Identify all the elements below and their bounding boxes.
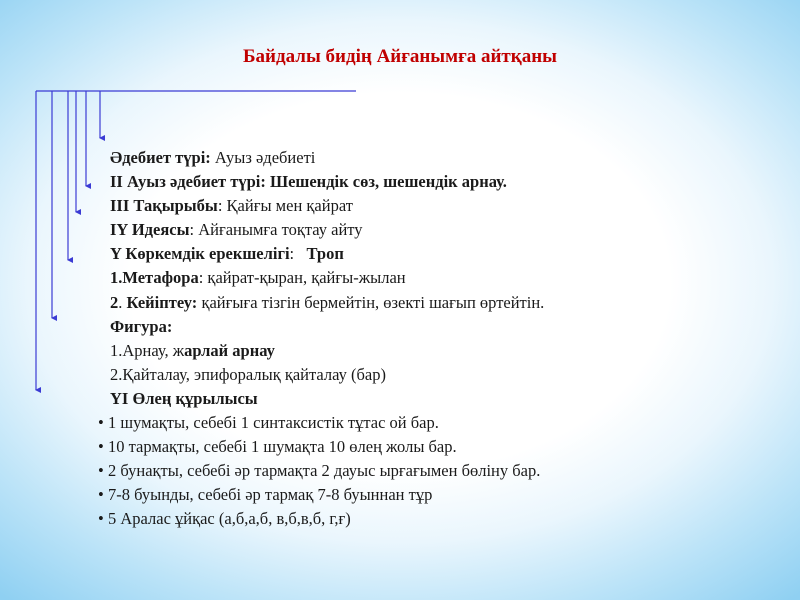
text-line-personification: 2. Кейіптеу: қайғыға тізгін бермейтін, өзекті шағып өртейтін. [110, 292, 545, 312]
text-line-genre: Әдебиет түрі: Ауыз әдебиеті [110, 148, 316, 167]
bullet-item: • 2 бунақты, себебі әр тармақта 2 дауыс ырғағымен бөліну бар. [98, 459, 778, 483]
text-line-idea: ІY Идеясы: Айғанымға тоқтау айту [110, 220, 363, 240]
bullet-item: • 5 Аралас ұйқас (а,б,а,б, в,б,в,б, г,ғ) [98, 507, 778, 531]
text-line-subgenre: ІІ Ауыз әдебиет түрі: Шешендік сөз, шешендік арнау. [110, 172, 507, 192]
bullet-item: • 1 шумақты, себебі 1 синтаксистік тұтас ой бар. [98, 411, 778, 435]
bullet-item: • 7-8 буынды, себебі әр тармақ 7-8 буыннан тұр [98, 483, 778, 507]
bullet-list [98, 411, 778, 531]
text-line-metaphor: 1.Метафора: қайрат-қыран, қайғы-жылан [110, 268, 406, 288]
text-line-artistic-features: Y Көркемдік ерекшелігі: Троп [110, 244, 344, 264]
slide-content [100, 146, 780, 411]
text-line-poem-structure: YI Өлең құрылысы [110, 388, 258, 408]
text-line-repetition: 2.Қайталау, эпифоралық қайталау (бар) [110, 364, 386, 384]
text-line-figure: Фигура: [110, 316, 173, 336]
slide-title: Байдалы бидің Айғанымға айтқаны [243, 46, 557, 67]
bullet-item: • 10 тармақты, себебі 1 шумақта 10 өлең жолы бар. [98, 435, 778, 459]
text-line-topic: ІІІ Тақырыбы: Қайғы мен қайрат [110, 196, 353, 216]
text-line-address: 1.Арнау, жарлай арнау [110, 340, 275, 360]
